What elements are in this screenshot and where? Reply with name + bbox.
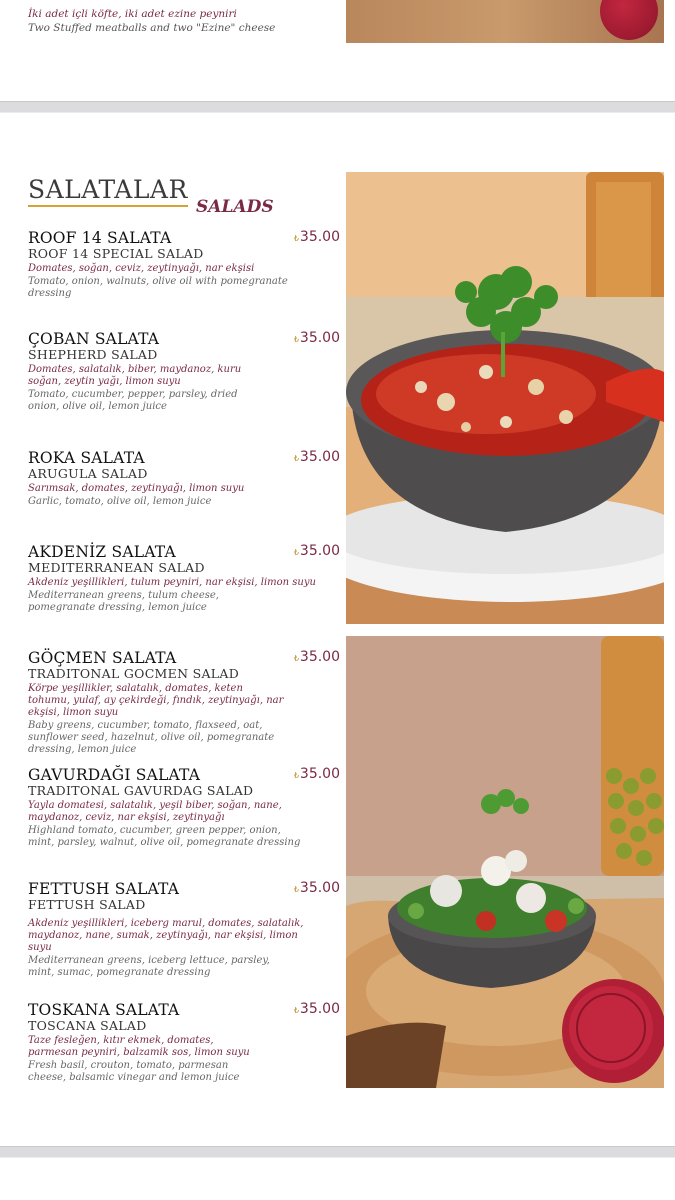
price-value: 35.00	[299, 766, 340, 782]
previous-page-fragment	[0, 0, 675, 100]
item-english-name: ARUGULA SALAD	[28, 466, 148, 481]
menu-item	[28, 229, 340, 300]
currency-symbol: ₺	[293, 335, 299, 344]
item-english-name: FETTUSH SALAD	[28, 897, 146, 912]
item-english-name: ROOF 14 SPECIAL SALAD	[28, 246, 204, 261]
previous-page-photo	[346, 0, 664, 43]
item-english-name: SHEPHERD SALAD	[28, 347, 158, 362]
price-value: 35.00	[299, 1001, 340, 1017]
item-price	[294, 449, 340, 465]
item-name: AKDENİZ SALATA	[28, 543, 176, 561]
item-name: GÖÇMEN SALATA	[28, 649, 177, 667]
item-price	[294, 880, 340, 896]
price-value: 35.00	[299, 880, 340, 896]
item-turkish-description: Sarımsak, domates, zeytinyağı, limon suyu	[28, 483, 245, 494]
currency-symbol: ₺	[293, 548, 299, 557]
page-divider	[0, 1146, 675, 1158]
price-value: 35.00	[299, 229, 340, 245]
menu-item	[28, 766, 340, 849]
item-price	[294, 766, 340, 782]
gocmen-salad-photo	[346, 636, 664, 1088]
menu-item	[28, 449, 340, 508]
item-turkish-description: Domates, salatalık, biber, maydanoz, kuru soğan, zeytin yağı, limon suyu	[28, 364, 242, 387]
item-price	[294, 330, 340, 346]
menu-item	[28, 649, 340, 756]
item-english-name: MEDITERRANEAN SALAD	[28, 560, 205, 575]
item-turkish-description: Akdeniz yeşillikleri, tulum peyniri, nar ekşisi, limon suyu	[28, 577, 316, 588]
price-value: 35.00	[299, 330, 340, 346]
item-english-description: Fresh basil, crouton, tomato, parmesan cheese, balsamic vinegar and lemon juice	[28, 1060, 240, 1083]
currency-symbol: ₺	[293, 1006, 299, 1015]
page-divider	[0, 101, 675, 113]
item-english-name: TOSCANA SALAD	[28, 1018, 147, 1033]
item-name: GAVURDAĞI SALATA	[28, 766, 201, 784]
currency-symbol: ₺	[293, 885, 299, 894]
item-turkish-description: Taze fesleğen, kıtır ekmek, domates, parmesan peyniri, balzamik sos, limon suyu	[28, 1035, 250, 1058]
item-price	[294, 1001, 340, 1017]
item-english-description: Highland tomato, cucumber, green pepper, onion, mint, parsley, walnut, olive oil, pomegranate dressing	[28, 825, 301, 848]
menu-item	[28, 880, 340, 979]
item-english-description: Tomato, cucumber, pepper, parsley, dried onion, olive oil, lemon juice	[28, 389, 238, 412]
price-value: 35.00	[299, 449, 340, 465]
section-subtitle: SALADS	[196, 197, 274, 217]
currency-symbol: ₺	[293, 771, 299, 780]
item-english-description: Mediterranean greens, tulum cheese, pomegranate dressing, lemon juice	[28, 590, 219, 613]
wax-seal-logo	[600, 0, 658, 40]
currency-symbol: ₺	[293, 654, 299, 663]
item-turkish-description: Yayla domatesi, salatalık, yeşil biber, soğan, nane, maydanoz, ceviz, nar ekşisi, zeytinyağı	[28, 800, 282, 823]
item-turkish-description: Körpe yeşillikler, salatalık, domates, keten tohumu, yulaf, ay çekirdeği, fındık, zeytinyağı, nar ekşisi, limon suyu	[28, 683, 284, 718]
item-english-description: Garlic, tomato, olive oil, lemon juice	[28, 496, 212, 507]
item-turkish-description: Akdeniz yeşillikleri, iceberg marul, domates, salatalık, maydanoz, nane, sumak, zeytinyağı, nar ekşisi, limon suyu	[28, 918, 304, 953]
item-turkish-description: Domates, soğan, ceviz, zeytinyağı, nar ekşisi	[28, 263, 255, 274]
price-value: 35.00	[299, 649, 340, 665]
section-title: SALATALAR	[28, 175, 188, 204]
gocmen-salad-illustration	[346, 636, 664, 1088]
item-name: TOSKANA SALATA	[28, 1001, 180, 1019]
item-name: ÇOBAN SALATA	[28, 330, 160, 348]
section-title-rule	[28, 205, 188, 207]
item-english-name: TRADITONAL GOCMEN SALAD	[28, 666, 240, 681]
roof14-salad-illustration	[346, 172, 664, 624]
item-price	[294, 649, 340, 665]
item-english-description: Tomato, onion, walnuts, olive oil with pomegranate dressing	[28, 276, 288, 299]
price-value: 35.00	[299, 543, 340, 559]
item-english-description: Mediterranean greens, iceberg lettuce, parsley, mint, sumac, pomegranate dressing	[28, 955, 270, 978]
item-name: FETTUSH SALATA	[28, 880, 180, 898]
currency-symbol: ₺	[293, 234, 299, 243]
salad-menu-page	[0, 113, 675, 1145]
menu-item	[28, 543, 340, 614]
item-price	[294, 229, 340, 245]
item-name: ROOF 14 SALATA	[28, 229, 172, 247]
previous-item-turkish-description: İki adet içli köfte, iki adet ezine peyniri	[28, 8, 237, 20]
item-price	[294, 543, 340, 559]
roof14-salad-photo	[346, 172, 664, 624]
currency-symbol: ₺	[293, 454, 299, 463]
item-english-description: Baby greens, cucumber, tomato, flaxseed, oat, sunflower seed, hazelnut, olive oil, pomegranate dressing, lemon juice	[28, 720, 275, 755]
menu-item	[28, 1001, 340, 1084]
previous-item-english-description: Two Stuffed meatballs and two "Ezine" cheese	[28, 22, 276, 34]
item-name: ROKA SALATA	[28, 449, 145, 467]
menu-item	[28, 330, 340, 413]
item-english-name: TRADITONAL GAVURDAG SALAD	[28, 783, 254, 798]
